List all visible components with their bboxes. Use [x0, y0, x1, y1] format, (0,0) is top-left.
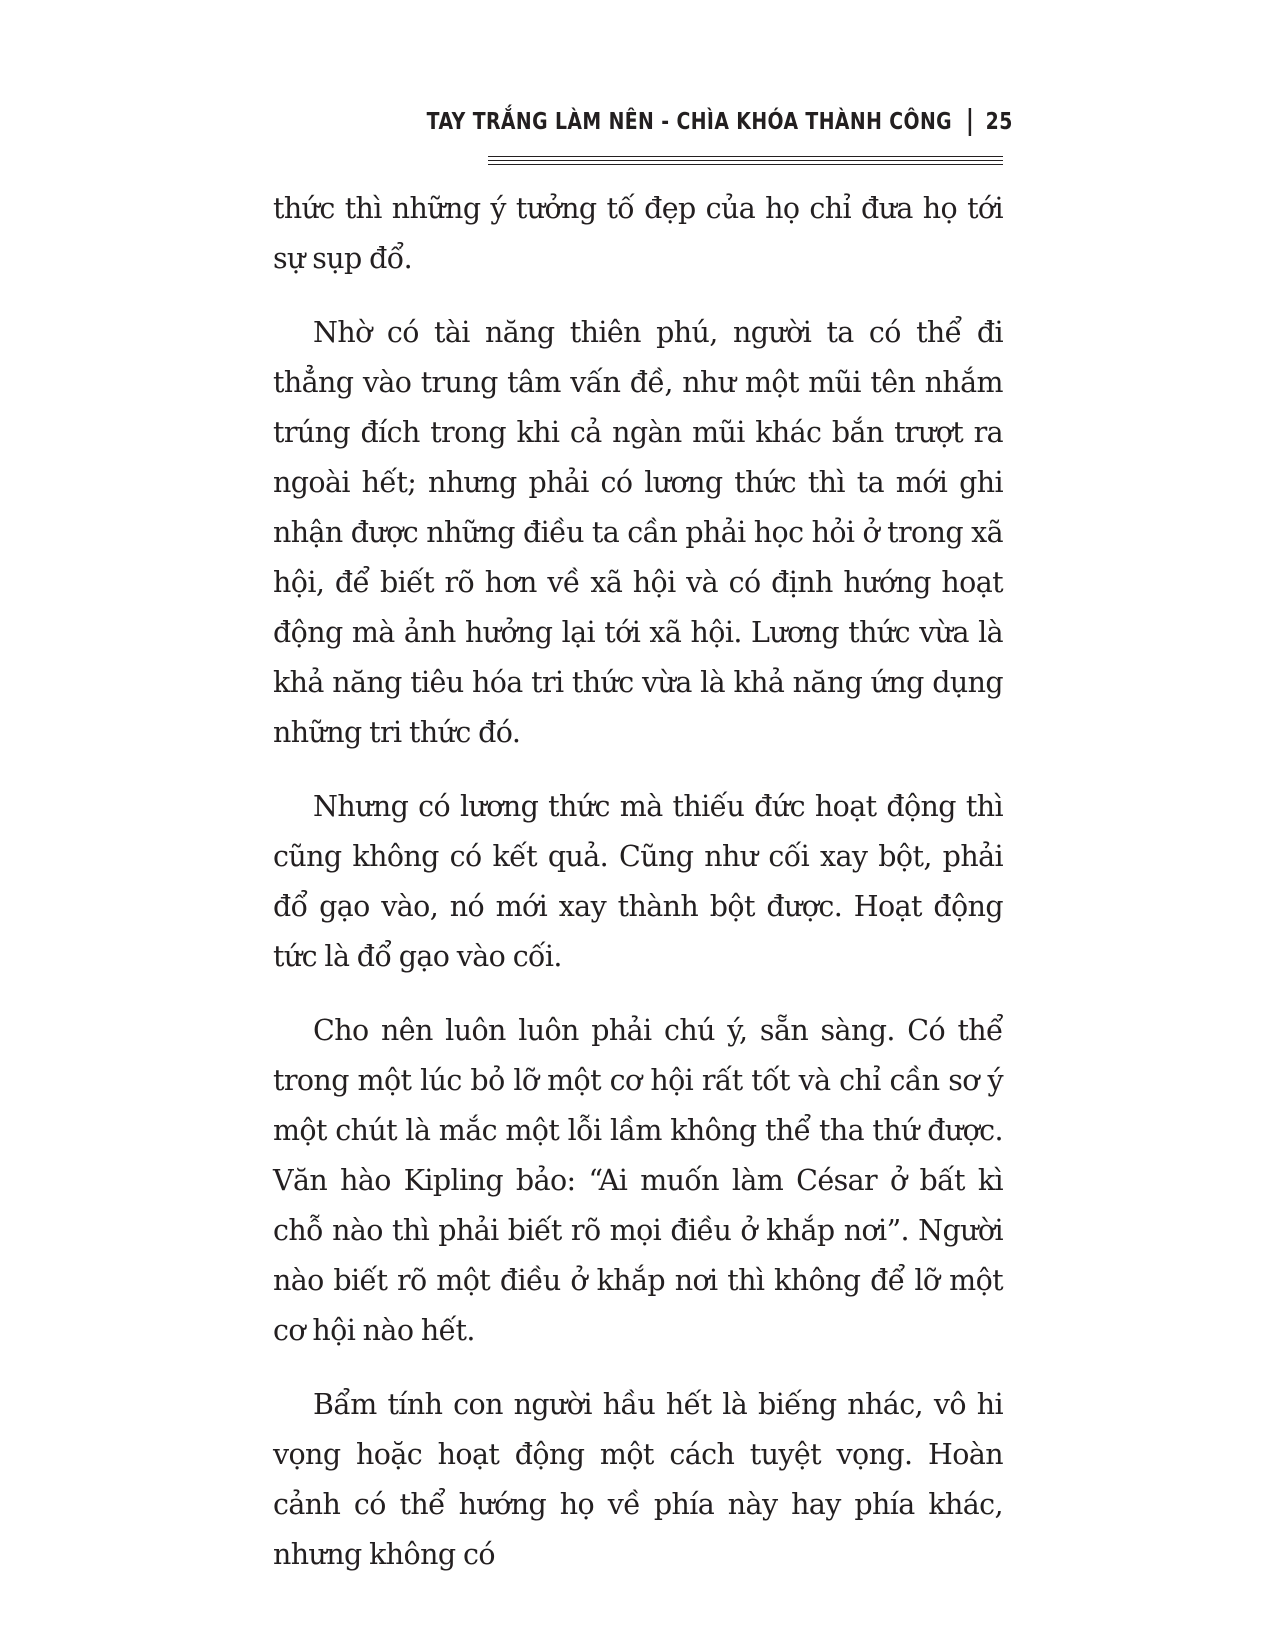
paragraph: Nhưng có lương thức mà thiếu đức hoạt động thì cũng không có kết quả. Cũng như cối xay bột, phải đổ gạo vào, nó mới xay thành bột được. Hoạt động tức là đổ gạo vào cối.	[273, 790, 1003, 973]
header-separator	[969, 108, 971, 136]
header-rule	[488, 156, 1003, 157]
page-number: 25	[985, 109, 1013, 135]
header-rule	[488, 164, 1003, 165]
body-text	[273, 184, 1003, 1604]
header-rule	[488, 160, 1003, 161]
running-header	[427, 100, 1013, 144]
paragraph: Bẩm tính con người hầu hết là biếng nhác, vô hi vọng hoặc hoạt động một cách tuyệt vọng. Hoàn cảnh có thể hướng họ về phía này hay phía khác, nhưng không có	[273, 1388, 1003, 1571]
paragraph: Nhờ có tài năng thiên phú, người ta có thể đi thẳng vào trung tâm vấn đề, như một mũi tên nhắm trúng đích trong khi cả ngàn mũi khác bắn trượt ra ngoài hết; nhưng phải có lương thức thì ta mới ghi nhận được những điều ta cần phải học hỏi ở trong xã hội, để biết rõ hơn về xã hội và có định hướng hoạt động mà ảnh hưởng lại tới xã hội. Lương thức vừa là khả năng tiêu hóa tri thức vừa là khả năng ứng dụng những tri thức đó.	[273, 316, 1003, 749]
paragraph: Cho nên luôn luôn phải chú ý, sẵn sàng. Có thể trong một lúc bỏ lỡ một cơ hội rất tốt và chỉ cần sơ ý một chút là mắc một lỗi lầm không thể tha thứ được. Văn hào Kipling bảo: “Ai muốn làm César ở bất kì chỗ nào thì phải biết rõ mọi điều ở khắp nơi”. Người nào biết rõ một điều ở khắp nơi thì không để lỡ một cơ hội nào hết.	[273, 1014, 1003, 1347]
paragraph: thức thì những ý tưởng tố đẹp của họ chỉ đưa họ tới sự sụp đổ.	[273, 192, 1003, 275]
book-title: TAY TRẮNG LÀM NÊN - CHÌA KHÓA THÀNH CÔNG	[426, 109, 953, 135]
